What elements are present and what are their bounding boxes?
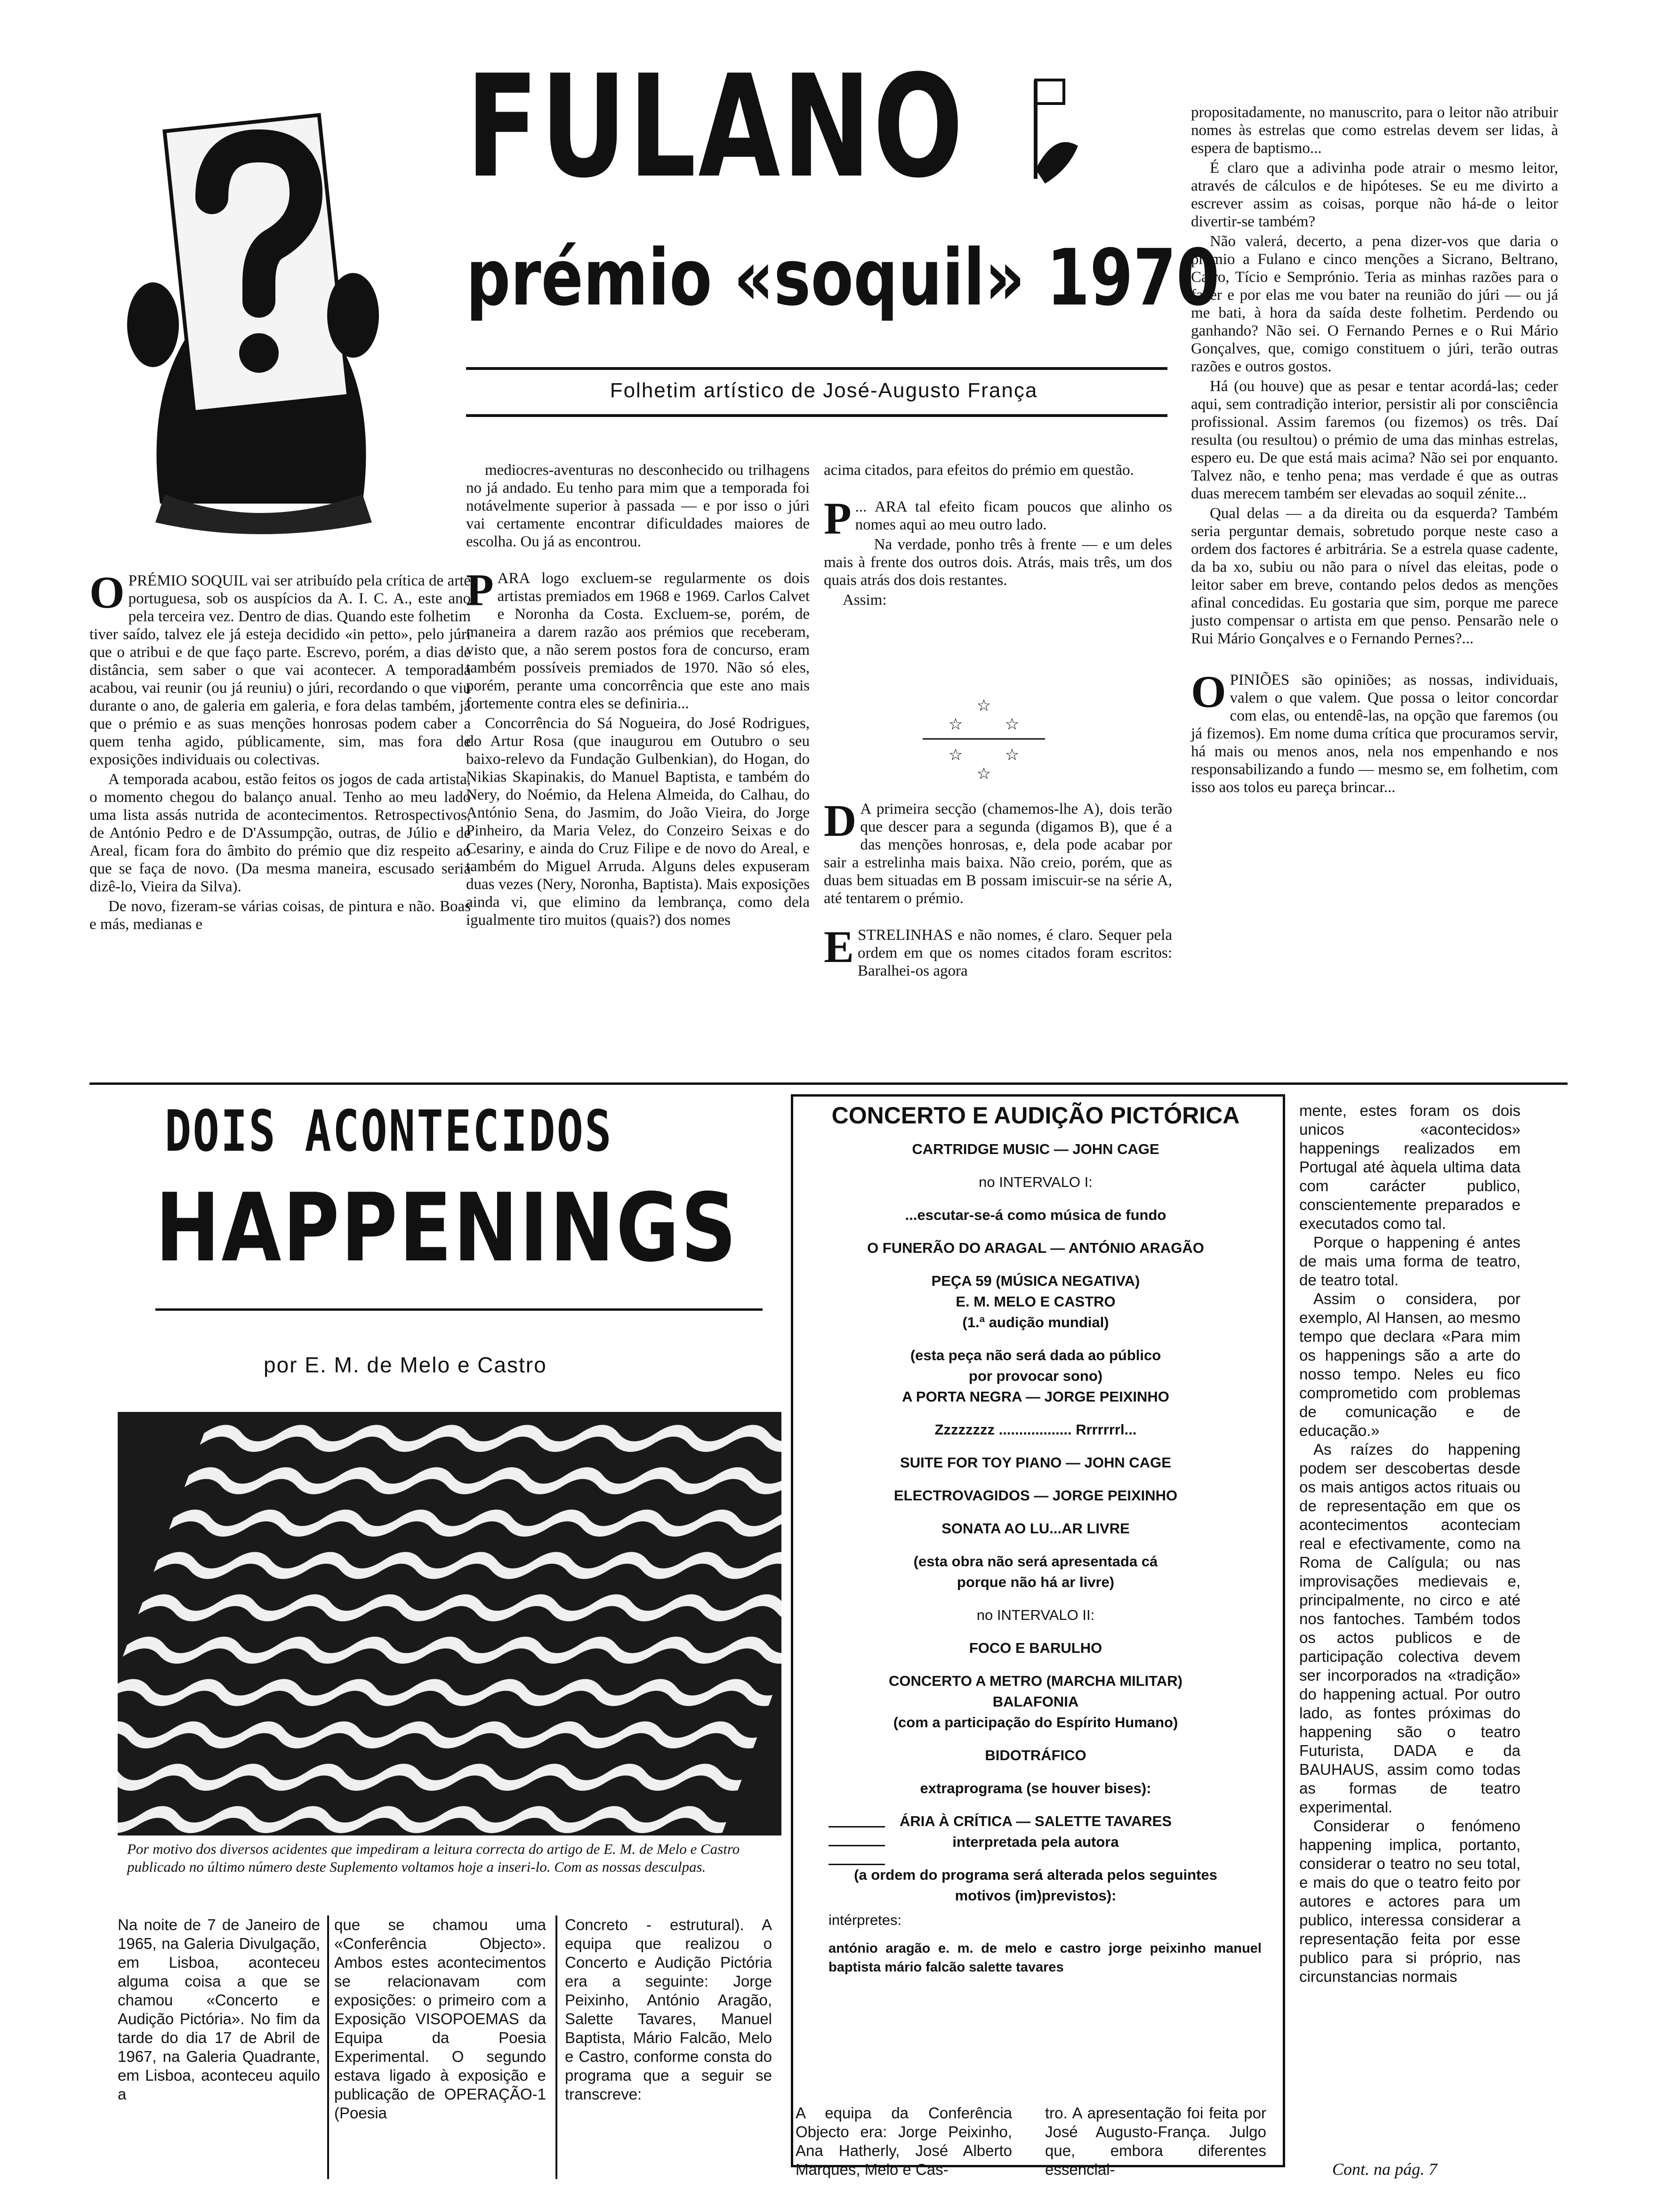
drop-cap-p: P xyxy=(466,565,494,615)
article-column-3: acima citados, para efeitos do prémio em questão. P ... ARA tal efeito ficam poucos que alinho os nomes aqui ao meu outro lado. Na verdade, ponho três à frente — e um deles mais à frente dos outros dois. Atrás, mais três, um dos quais atrás dos dois restantes. Assim: xyxy=(824,462,1172,609)
article-column-4: propositadamente, no manuscrito, para o leitor não atribuir nomes às estrelas que como estrelas devem ser lidas, à espera de baptismo... É claro que a adivinha pode atrair o mesmo leitor, através de cálculos e de hipóteses. Se eu me divirto a escrever assim as coisas, porque não há-de o leitor divertir-se também? Não valerá, decerto, a pena dizer-vos que daria o prémio a Fulano e cinco menções a Sicrano, Beltrano, Cairo, Tício e Semprónio. Teria as minhas razões para o fazer e por elas me vou bater na reunião do júri — ou já me bati, à hora da saída deste folhetim. Perdendo ou ganhando? Não sei. O Fernando Pernes e o Rui Mário Gonçalves, que, comigo constituem o júri, terão outras razões e outros gostos. Há (ou houve) que as pesar e tentar acordá-las; ceder aqui, sem contradição interior, persistir ali por consciência profissional. Assim faremos (ou fizemos) os três. Daí resulta (ou resultou) o prémio de uma das minhas estrelas, espero eu. De que está mais acima? Não sei por enquanto. Talvez não, e tenho pena; mas verdade é que as outras duas merecem também ser elevadas ao soquil zénite... Qual delas — a da direita ou da esquerda? Também seria perguntar demais, sobretudo porque neste caso a ordem dos factores é arbitrária. Se a estrela quase cadente, da ba xo, subiu ou não para o nível das eleitas, pode o leitor saber em breve, contando pelos dedos as menções afinal concedidas. Eu gostaria que sim, porque me parece justo compensar o artista em que penso. Pensarão nele o Rui Mário Gonçalves e o Fernando Pernes?... OPINIÕES são opiniões; as nossas, individuais, valem o que valem. Que possa o leitor concordar com elas, ou entendê-las, na opção que faremos (ou já fizemos). Em nome duma crítica que procuramos servir, há mais ou menos anos, nela nos empenhando e nos responsabilizando a fundo — mesmo se, em folhetim, com isso aos tolos eu pareça brincar... xyxy=(1191,104,1558,796)
article-subtitle: prémio «soquil» 1970 xyxy=(466,232,1220,323)
program-line: no INTERVALO I: xyxy=(979,1174,1093,1190)
program-line: Zzzzzzzz .................. Rrrrrrrl... xyxy=(934,1421,1137,1438)
program-line: motivos (im)previstos): xyxy=(955,1887,1117,1904)
stars-diagram xyxy=(913,697,1054,781)
sculpture-photo xyxy=(118,1412,781,1835)
interpretes-names: antónio aragão e. m. de melo e castro jorge peixinho manuel baptista mário falcão salette tavares xyxy=(828,1941,1262,1975)
program-line: A PORTA NEGRA — JORGE PEIXINHO xyxy=(902,1388,1169,1405)
program-line: SUITE FOR TOY PIANO — JOHN CAGE xyxy=(900,1454,1171,1471)
interpretes-label: intérpretes: xyxy=(828,1912,902,1928)
article-column-3b: D A primeira secção (chamemos-lhe A), dois terão que descer para a segunda (digamos B), que é a das menções honrosas, e, dela pode acabar por sair a estrelinha mais baixa. Não creio, porém, que as duas bem situadas em B possam imiscuir-se na série A, até tentarem o prémio. ESTRELINHAS e não nomes, é claro. Sequer pela ordem em que os nomes citados foram escritos: Baralhei-os agora xyxy=(824,795,1172,979)
program-line: O FUNERÃO DO ARAGAL — ANTÓNIO ARAGÃO xyxy=(867,1240,1204,1256)
program-line: (a ordem do programa será alterada pelos seguintes xyxy=(854,1867,1217,1883)
happenings-title-line-1: DOIS ACONTECIDOS xyxy=(165,1099,613,1164)
program-line: (1.ª audição mundial) xyxy=(962,1314,1109,1330)
happenings-column-d: A equipa da Conferência Objecto era: Jorge Peixinho, Ana Hatherly, José Alberto Marques, Melo e Cas- xyxy=(796,2104,1012,2178)
column-rule-2 xyxy=(555,1915,557,2179)
program-line: no INTERVALO II: xyxy=(976,1607,1095,1623)
drop-cap-o2: O xyxy=(1191,666,1226,717)
byline-rule-top xyxy=(466,367,1167,370)
drop-cap-p2: P xyxy=(824,493,852,544)
svg-text:☆: ☆ xyxy=(948,715,963,734)
happenings-column-a: Na noite de 7 de Janeiro de 1965, na Galeria Divulgação, em Lisboa, aconteceu alguma coisa a que se chamou «Concerto e Audição Pictória». No fim da tarde do dia 17 de Abril de 1967, na Galeria Quadrante, em Lisboa, aconteceu aquilo a xyxy=(118,1916,320,2103)
program-line: por provocar sono) xyxy=(968,1368,1103,1384)
byline-rule-bottom xyxy=(466,414,1167,417)
blank-rule-2 xyxy=(828,1845,885,1846)
program-title: CONCERTO E AUDIÇÃO PICTÓRICA xyxy=(831,1102,1240,1129)
program-line: ÁRIA À CRÍTICA — SALETTE TAVARES xyxy=(899,1813,1172,1829)
program-line: BALAFONIA xyxy=(992,1693,1079,1710)
program-line: SONATA AO LU...AR LIVRE xyxy=(941,1520,1130,1537)
program-line: E. M. MELO E CASTRO xyxy=(956,1293,1116,1310)
happenings-column-b: que se chamou uma «Conferência Objecto». Ambos estes acontecimentos se relacionavam com exposições: o primeiro com a Exposição VISOPOEMAS da Equipa da Poesia Experimental. O segundo estava ligado à exposição e publicação de OPERAÇÃO-1 (Poesia xyxy=(334,1916,546,2122)
drop-cap-o: O xyxy=(89,567,125,617)
blank-rule-3 xyxy=(828,1864,885,1865)
column-rule-1 xyxy=(327,1915,329,2179)
program-line: (esta obra não será apresentada cá xyxy=(913,1553,1158,1570)
program-line: CONCERTO A METRO (MARCHA MILITAR) xyxy=(889,1673,1182,1689)
svg-text:☆: ☆ xyxy=(1005,715,1020,734)
blank-rule-1 xyxy=(828,1826,885,1827)
program-line: interpretada pela autora xyxy=(952,1834,1119,1850)
article-title: FULANO xyxy=(466,45,965,209)
program-line: extraprograma (se houver bises): xyxy=(920,1780,1151,1796)
drop-cap-d: D xyxy=(824,795,857,846)
article-column-2: mediocres-aventuras no desconhecido ou trilhagens no já andado. Eu tenho para mim que a temporada foi notávelmente superior à passada — e por isso o júri vai certamente encontrar dificuldades maiores de escolha. Ou já as encontrou. PARA logo excluem-se regularmente os dois artistas premiados em 1968 e 1969. Carlos Calvet e Noronha da Costa. Excluem-se, porém, de maneira a darem razão aos prémios que receberam, visto que, a não serem postos fora de concurso, eram também possíveis premiados de 1970. Não só eles, porém, perante uma concorrência que este ano mais fortemente contra eles se definiria... Concorrência do Sá Nogueira, do José Rodrigues, do Artur Rosa (que inaugurou em Outubro o seu baixo-relevo da Fundação Gulbenkian), do Hogan, do Nikias Skapinakis, do Manuel Baptista, e também do Nery, do Noémio, da Helena Almeida, do Calhau, do António Sena, do Jasmim, do João Vieira, do Jorge Pinheiro, da Maria Velez, do Conzeiro Seixas e do Cesariny, e ainda do Cruz Filipe e de novo do Areal, e também do Miguel Arruda. Alguns deles expuseram duas vezes (Nery, Noronha, Baptista). Mais exposições ainda vi, que elimino da lembrança, como dela igualmente tiro muitos (quais?) dos nomes xyxy=(466,462,810,929)
program-line: (esta peça não será dada ao público xyxy=(910,1347,1161,1363)
drop-cap-e: E xyxy=(824,922,854,972)
program-line: ELECTROVAGIDOS — JORGE PEIXINHO xyxy=(893,1487,1178,1504)
svg-text:☆: ☆ xyxy=(976,697,991,715)
program-line: PEÇA 59 (MÚSICA NEGATIVA) xyxy=(931,1273,1140,1289)
svg-text:☆: ☆ xyxy=(976,764,991,781)
happenings-title-line-2: HAPPENINGS xyxy=(155,1173,738,1283)
program-line: CARTRIDGE MUSIC — JOHN CAGE xyxy=(912,1141,1159,1157)
svg-text:☆: ☆ xyxy=(948,745,963,764)
happenings-column-e: tro. A apresentação foi feita por José Augusto-França. Julgo que, embora diferentes essencial- xyxy=(1045,2104,1266,2178)
article-column-1: OPRÉMIO SOQUIL vai ser atribuído pela crítica de arte portuguesa, sob os auspícios da A. I. C. A., este ano pela terceira vez. Dentro de dias. Quando este folhetim tiver saído, talvez ele já esteja decidido «in petto», pelo júri que o atribui e de que faço parte. Escrevo, porém, a dias de distância, sem saber o que vai acontecer. A temporada acabou, vai reunir (ou já reuniu) o júri, recordando o que viu durante o ano, de galeria em galeria, e fora delas também, já que o prémio e as suas menções honrosas podem caber a quem tenha agido, públicamente, sim, mas fora de exposições individuais ou colectivas. A temporada acabou, estão feitos os jogos de cada artista, o momento chegou do balanço anual. Tenho ao meu lado uma lista assás nutrida de acontecimentos. Retrospectivos, de António Pedro e de D'Assumpção, outras, de Júlio e de Areal, ficam fora do âmbito do prémio que diz respeito ao que se faça de novo. (Da mesma maneira, escusado seria dizê-lo, Vieira da Silva). De novo, fizeram-se várias coisas, de pintura e não. Boas e más, medianas e xyxy=(89,567,471,933)
happenings-column-c: Concreto - estrutural). A equipa que realizou o Concerto e Audição Pictória era a seguinte: Jorge Peixinho, António Aragão, Salette Tavares, Manuel Baptista, Mário Falcão, Melo e Castro, conforme consta do programa que a seguir se transcreve: xyxy=(565,1916,772,2103)
question-mark-illustration xyxy=(71,71,447,541)
svg-text:☆: ☆ xyxy=(1005,745,1020,764)
continued-on-page: Cont. na pág. 7 xyxy=(1332,2160,1438,2179)
happenings-byline: por E. M. de Melo e Castro xyxy=(264,1353,547,1377)
flag-icon xyxy=(1026,75,1092,188)
program-line: porque não há ar livre) xyxy=(957,1574,1115,1590)
section-divider xyxy=(89,1082,1568,1085)
program-line: BIDOTRÁFICO xyxy=(985,1747,1086,1763)
photo-caption: Por motivo dos diversos acidentes que impediram a leitura correcta do artigo de E. M. de Melo e Castro publicado no último número deste Suplemento voltamos hoje a inseri-lo. Com as nossas desculpas. xyxy=(127,1841,740,1875)
program-line: ...escutar-se-á como música de fundo xyxy=(905,1207,1166,1223)
program-line: FOCO E BARULHO xyxy=(969,1640,1102,1656)
program-line: (com a participação do Espírito Humano) xyxy=(893,1714,1178,1731)
happenings-column-f: mente, estes foram os dois unicos «acontecidos» happenings realizados em Portugal até àquela ultima data com carácter publico, conscientemente preparados e executados como tal. Porque o happening é antes de mais uma forma de teatro, de teatro total. Assim o considera, por exemplo, Al Hansen, ao mesmo tempo que declara «Para mim os happenings são a arte do nosso tempo. Neles eu fico comprometido com problemas de comunicação e de educação.» As raízes do happening podem ser descobertas desde os mais antigos actos rituais ou de representação em que os acontecimentos aconteciam real e efectivamente, como na Roma de Calígula; ou nas improvisações medievais e, principalmente, no circo e até nos fantoches. Também todos os actos publicos e de participação colectiva devem ser incorporados na «tradição» do happening actual. Por outro lado, as fontes próximas do happening são o teatro Futurista, DADA e da BAUHAUS, assim como todas as formas de teatro experimental. Considerar o fenómeno happening implica, portanto, considerar o teatro no seu total, e mais do que o teatro feito por autores e actores para um publico, interessa considerar a representação feita por esse publico para si próprio, nas circunstancias normais xyxy=(1299,1102,1520,1985)
program-list xyxy=(800,1139,1271,1906)
happenings-byline-rule xyxy=(155,1308,763,1311)
article-byline: Folhetim artístico de José-Augusto França xyxy=(610,379,1038,402)
